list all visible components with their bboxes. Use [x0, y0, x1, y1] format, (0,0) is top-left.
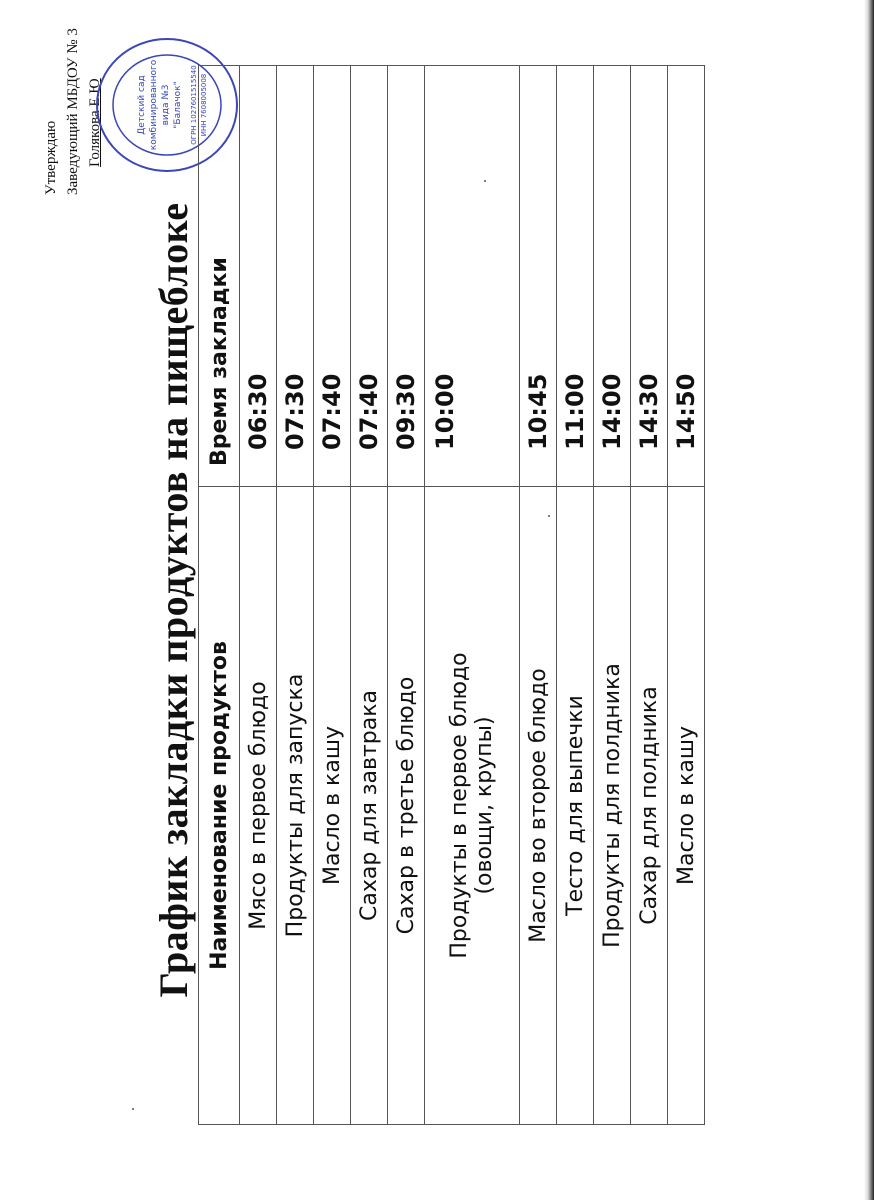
table-row: [314, 66, 351, 1125]
header-product-name: Наименование продуктов: [199, 487, 240, 1125]
table-row: [277, 66, 314, 1125]
stamp-text-3: вида №3: [161, 84, 171, 126]
product-name: Сахар в третье блюдо: [388, 487, 425, 1125]
stamp-text-2: комбинированного: [149, 59, 159, 151]
product-name: Сахар для завтрака: [351, 487, 388, 1125]
product-name: Продукты для запуска: [277, 487, 314, 1125]
schedule-table: [198, 65, 705, 1125]
approval-label: Утверждаю: [43, 120, 59, 195]
table-row: [388, 66, 425, 1125]
stamp-ogrn: ОГРН 1027601515540: [190, 65, 198, 145]
product-name: Масло в кашу: [668, 487, 705, 1125]
approval-signatory: Голякова Е.Ю: [87, 78, 103, 167]
product-time: 09:30: [388, 66, 425, 487]
table-row: [240, 66, 277, 1125]
stamp-inn: ИНН 7608005008: [200, 73, 208, 137]
product-name: Продукты для полдника: [594, 487, 631, 1125]
product-time: 10:00: [425, 66, 520, 487]
table-header-row: [199, 66, 240, 1125]
product-time: 14:00: [594, 66, 631, 487]
product-time: 10:45: [520, 66, 557, 487]
table-row: [520, 66, 557, 1125]
table-row: [631, 66, 668, 1125]
stamp-text-4: "Балачок": [173, 81, 183, 129]
product-name: Тесто для выпечки: [557, 487, 594, 1125]
product-name: Масло во второе блюдо: [520, 487, 557, 1125]
table-row: [557, 66, 594, 1125]
product-name: Сахар для полдника: [631, 487, 668, 1125]
approval-position: Заведующий МБДОУ № 3: [65, 28, 81, 195]
product-name-line2: (овощи, крупы): [472, 716, 497, 895]
product-time: 07:40: [351, 66, 388, 487]
product-time: 11:00: [557, 66, 594, 487]
product-name: Масло в кашу: [314, 487, 351, 1125]
product-name-line1: Продукты в первое блюдо: [447, 652, 472, 959]
product-time: 07:30: [277, 66, 314, 487]
product-name: Мясо в первое блюдо: [240, 487, 277, 1125]
table-row: [425, 66, 520, 1125]
stamp-text-1: Детский сад: [137, 75, 147, 135]
header-time: Время закладки: [199, 66, 240, 487]
product-time: 14:50: [668, 66, 705, 487]
page-title: График закладки продуктов на пищеблоке: [151, 202, 196, 998]
table-row: [668, 66, 705, 1125]
product-time: 07:40: [314, 66, 351, 487]
product-time: 14:30: [631, 66, 668, 487]
table-row: [594, 66, 631, 1125]
product-name: [425, 487, 520, 1125]
product-time: 06:30: [240, 66, 277, 487]
table-row: [351, 66, 388, 1125]
